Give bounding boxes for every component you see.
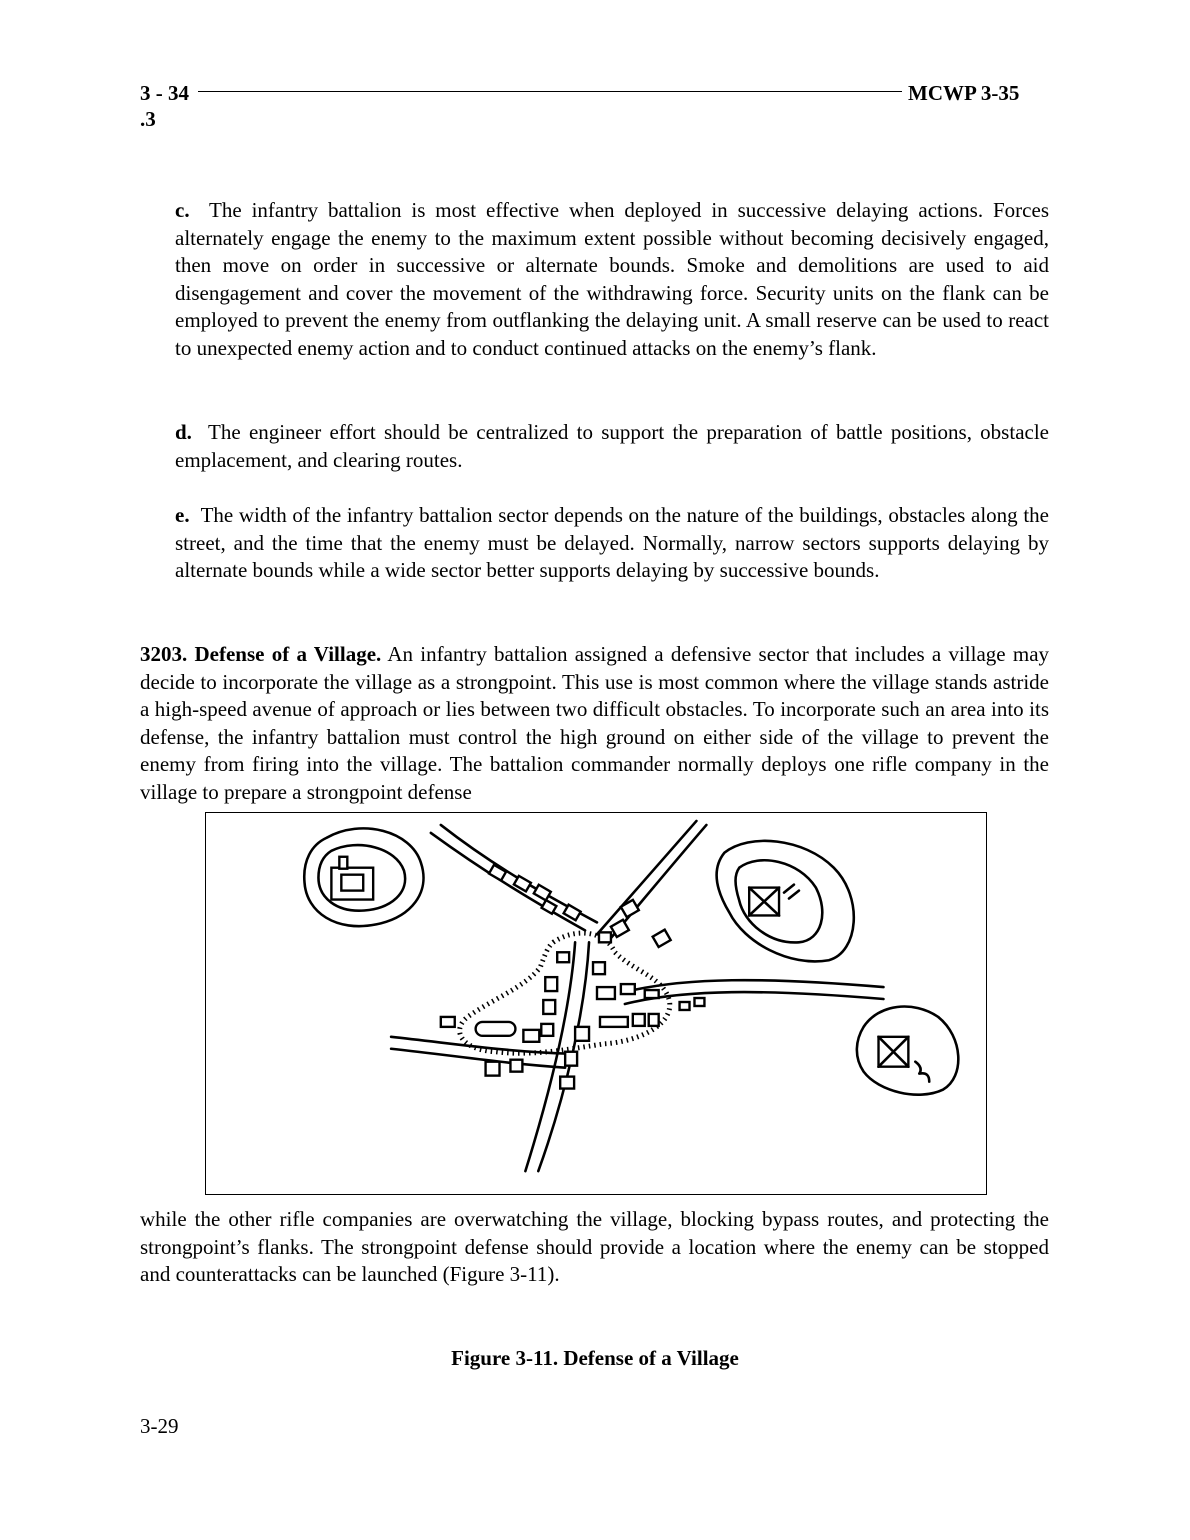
paragraph-text: The infantry battalion is most effective when deployed in successive delaying actions. Forces alternately engage the enemy to the maximum extent possible without becoming decisively engaged, then move on order in successive or alternate bounds. Smoke and demolitions are used to aid disengagement and cover the movement of the withdrawing force. Security units on the flank can be employed to prevent the enemy from outflanking the delaying unit. A small reserve can be used to react to unexpected enemy action and to conduct continued attacks on the enemy’s flank.: [175, 198, 1049, 360]
paragraph-c: [175, 197, 1049, 362]
page-number: 3-29: [140, 1414, 179, 1438]
paragraph-text: The width of the infantry battalion sector depends on the nature of the buildings, obstacles along the street, and the time that the enemy must be delayed. Normally, narrow sectors supports delaying by alternate bounds while a wide sector better supports delaying by successive bounds.: [175, 503, 1049, 582]
paragraph-label: e.: [175, 503, 190, 527]
paragraph-text: while the other rifle companies are overwatching the village, blocking bypass routes, and protecting the strongpoint’s flanks. The strongpoint defense should provide a location where the enemy can be stopped and counterattacks can be launched (Figure 3-11).: [140, 1207, 1049, 1286]
header-rule: [198, 91, 902, 92]
section-text: An infantry battalion assigned a defensive sector that includes a village may decide to incorporate the village as a strongpoint. This use is most common where the village stands astride a high-speed avenue of approach or lies between two difficult obstacles. To incorporate such an area into its defense, the infantry battalion must control the high ground on either side of the village to prevent the enemy from firing into the village. The battalion commander normally deploys one rifle company in the village to prepare a strongpoint defense: [140, 642, 1050, 804]
section-heading: 3203. Defense of a Village.: [140, 642, 382, 666]
paragraph-continuation: [140, 1206, 1049, 1289]
village-defense-figure: [205, 812, 987, 1195]
hill-top-left: [304, 828, 423, 926]
header-doc-id: MCWP 3-35: [908, 81, 1020, 105]
paragraph-d: [175, 419, 1049, 474]
paragraph-text: The engineer effort should be centralized to support the preparation of battle positions, obstacle emplacement, and clearing routes.: [175, 420, 1049, 472]
figure-caption: Figure 3-11. Defense of a Village: [451, 1346, 739, 1370]
village-map-sketch: [206, 813, 986, 1194]
section-3203: [140, 641, 1049, 806]
roads: [391, 821, 883, 1171]
paragraph-label: d.: [175, 420, 192, 444]
hill-top-right: [717, 841, 854, 962]
paragraph-label: c.: [175, 198, 190, 222]
header-page-ref: 3 - 34 .3: [140, 81, 189, 131]
paragraph-e: [175, 502, 1049, 585]
hill-bottom-right: [857, 1007, 958, 1095]
